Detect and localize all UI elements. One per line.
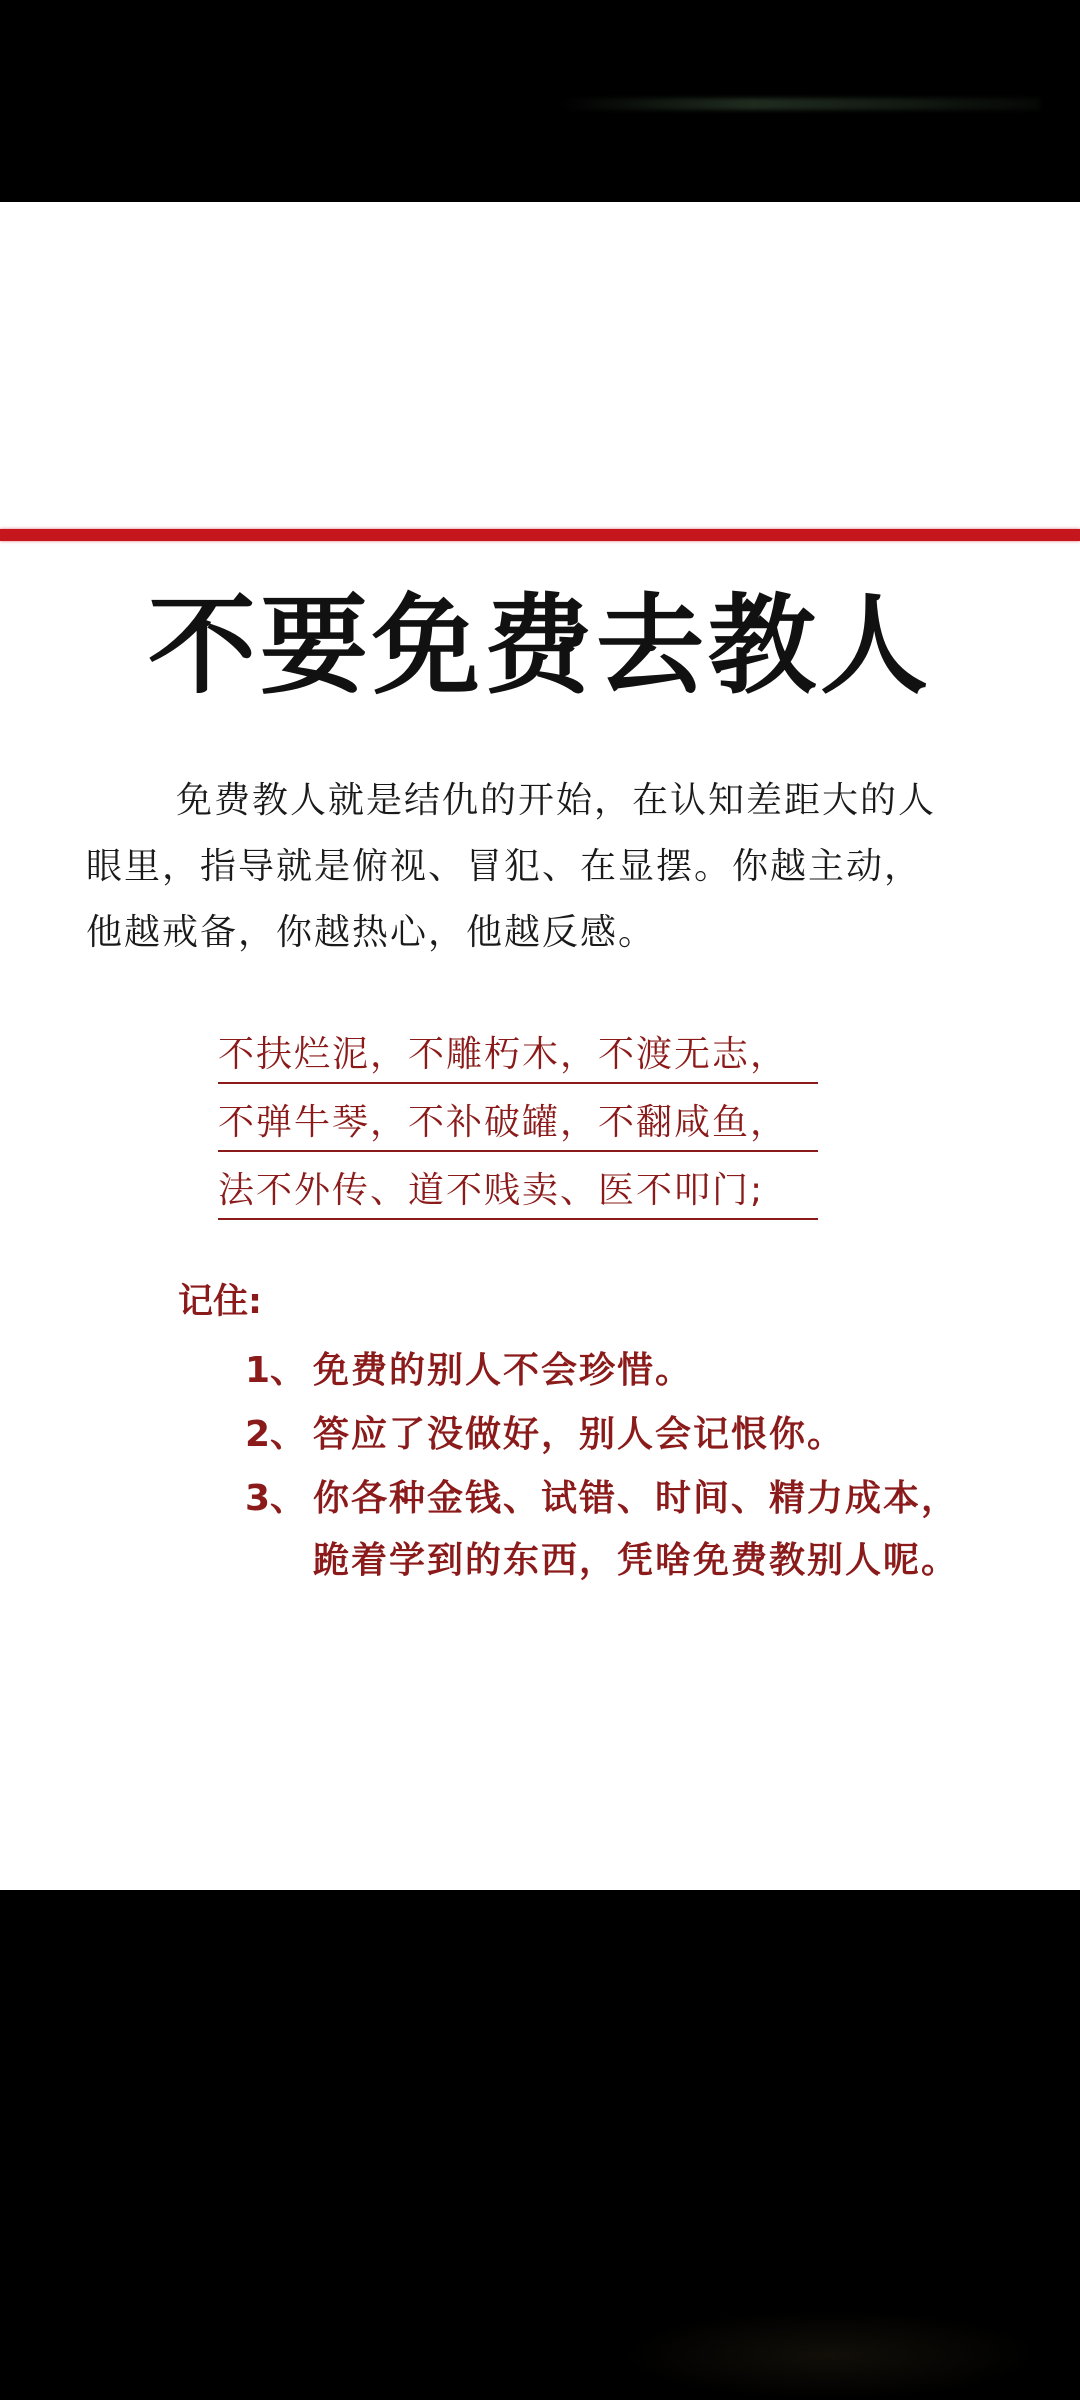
list-item-number: 2、 — [245, 1414, 307, 1455]
bottom-faint-glow — [620, 2310, 1040, 2400]
proverb-line: 不扶烂泥，不雕朽木，不渡无志， — [218, 1028, 818, 1084]
list-item-text: 答应了没做好，别人会记恨你。 — [313, 1414, 846, 1455]
bottom-letterbox — [0, 1890, 1080, 2400]
proverb-line: 不弹牛琴，不补破罐，不翻咸鱼， — [218, 1096, 818, 1152]
red-divider-line — [0, 529, 1080, 541]
list-item-text: 你各种金钱、试错、时间、精力成本，跪着学到的东西，凭啥免费教别人呢。 — [313, 1478, 960, 1581]
remember-heading: 记住: — [178, 1282, 262, 1322]
article-image[interactable] — [0, 202, 1080, 1890]
list-item — [245, 1404, 965, 1466]
list-item-text: 免费的别人不会珍惜。 — [313, 1350, 694, 1391]
proverbs-block — [218, 1028, 818, 1232]
proverb-line: 法不外传、道不贱卖、医不叩门; — [218, 1164, 818, 1220]
list-item-number: 1、 — [245, 1350, 307, 1391]
headline: 不要免费去教人 — [147, 584, 932, 709]
intro-paragraph: 免费教人就是结仇的开始，在认知差距大的人眼里，指导就是俯视、冒犯、在显摆。你越主动，他越戒备，你越热心，他越反感。 — [86, 780, 937, 953]
list-item-number: 3、 — [245, 1478, 307, 1519]
top-faint-streak — [560, 98, 1040, 110]
remember-list — [245, 1340, 965, 1594]
top-letterbox — [0, 0, 1080, 202]
list-item — [245, 1468, 965, 1592]
list-item — [245, 1340, 965, 1402]
